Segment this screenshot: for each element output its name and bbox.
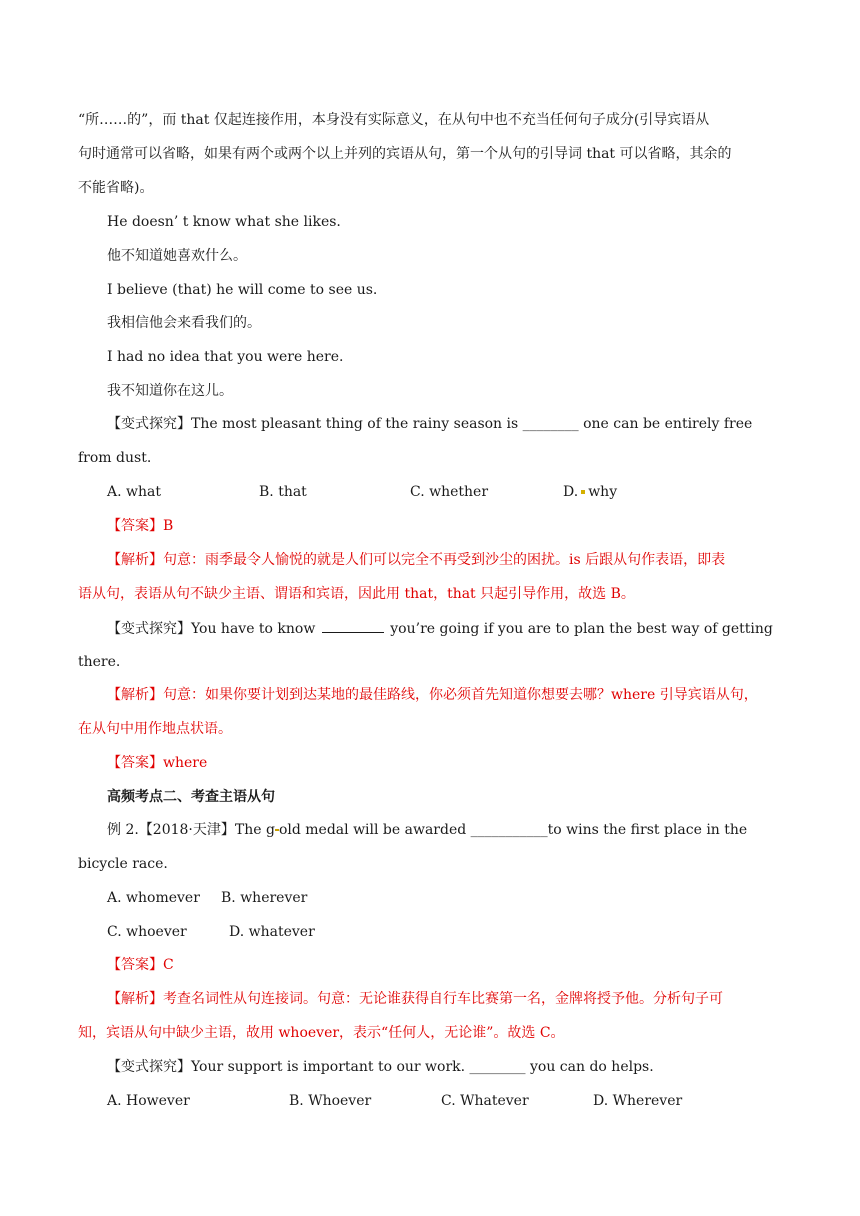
question-tag: 【变式探究】 (107, 416, 191, 432)
question-line (107, 1057, 654, 1077)
answer-line: 【答案】C (107, 957, 174, 973)
question-text: The most pleasant thing of the rainy season is (191, 416, 519, 432)
analysis-line: 在从句中用作地点状语。 (78, 721, 232, 737)
paragraph-line: 句时通常可以省略，如果有两个或两个以上并列的宾语从句，第一个从句的引导词 that 可以省略，其余的 (78, 146, 732, 162)
option-b: B. that (259, 484, 307, 500)
option-b: B. Whoever (289, 1093, 372, 1109)
question-tag: 【变式探究】 (107, 1059, 191, 1075)
option-a: A. whomever (107, 890, 200, 906)
example-question-line (107, 820, 747, 840)
option-d-text: why (588, 484, 618, 500)
answer-line: 【答案】B (107, 518, 174, 534)
answer-line: 【答案】where (107, 755, 208, 771)
option-d: D. whatever (229, 924, 315, 940)
example-text: to wins the first place in the (547, 822, 748, 838)
question-text: you can do helps. (530, 1059, 654, 1075)
option-c: C. Whatever (441, 1093, 529, 1109)
example-prefix: 例 2.【2018·天津】The g (107, 822, 275, 838)
option-d: D. Wherever (593, 1093, 683, 1109)
example-translation: 我相信他会来看我们的。 (107, 315, 261, 331)
option-c: C. whoever (107, 924, 187, 940)
option-a: A. However (107, 1093, 190, 1109)
section-heading: 高频考点二、考查主语从句 (107, 789, 275, 805)
answer-blank: ___________ (470, 822, 548, 838)
example-sentence: I believe (that) he will come to see us. (107, 282, 378, 298)
analysis-line: 【解析】句意：雨季最令人愉悦的就是人们可以完全不再受到沙尘的困扰。is 后跟从句作表语，即表 (107, 552, 726, 568)
paragraph-line: 不能省略)。 (78, 180, 154, 196)
analysis-line: 知，宾语从句中缺少主语，故用 whoever，表示“任何人，无论谁”。故选 C。 (78, 1025, 565, 1041)
option-b: B. wherever (221, 890, 308, 906)
analysis-line: 【解析】考查名词性从句连接词。句意：无论谁获得自行车比赛第一名，金牌将授予他。分析句子可 (107, 991, 723, 1007)
question-text: one can be entirely free (583, 416, 753, 432)
option-a: A. what (107, 484, 161, 500)
question-text: You have to know (191, 621, 316, 637)
analysis-line: 【解析】句意：如果你要计划到达某地的最佳路线，你必须首先知道你想要去哪？where 引导宾语从句， (107, 687, 758, 703)
example-text: old medal will be awarded (278, 822, 467, 838)
option-d-letter: D. (563, 484, 579, 500)
example-translation: 他不知道她喜欢什么。 (107, 248, 247, 264)
paragraph-line: “所……的”，而 that 仅起连接作用，本身没有实际意义，在从句中也不充当任何句子成分(引导宾语从 (78, 112, 710, 128)
example-sentence: He doesn’ t know what she likes. (107, 214, 341, 230)
example-sentence: I had no idea that you were here. (107, 349, 344, 365)
example-translation: 我不知道你在这儿。 (107, 383, 233, 399)
question-line (107, 618, 773, 639)
option-c: C. whether (410, 484, 489, 500)
question-line (107, 414, 752, 434)
question-text: you’re going if you are to plan the best way of getting (390, 621, 773, 637)
example-question-line: bicycle race. (78, 856, 168, 872)
answer-blank: ________ (469, 1059, 526, 1075)
answer-blank: ________ (522, 416, 579, 432)
option-d (563, 482, 617, 502)
question-text: Your support is important to our work. (191, 1059, 466, 1075)
question-tag: 【变式探究】 (107, 621, 191, 637)
answer-blank (322, 618, 384, 633)
question-line: from dust. (78, 450, 152, 466)
highlight-mark-icon (581, 490, 585, 494)
question-line: there. (78, 654, 121, 670)
analysis-line: 语从句，表语从句不缺少主语、谓语和宾语，因此用 that，that 只起引导作用，故选 B。 (78, 586, 635, 602)
